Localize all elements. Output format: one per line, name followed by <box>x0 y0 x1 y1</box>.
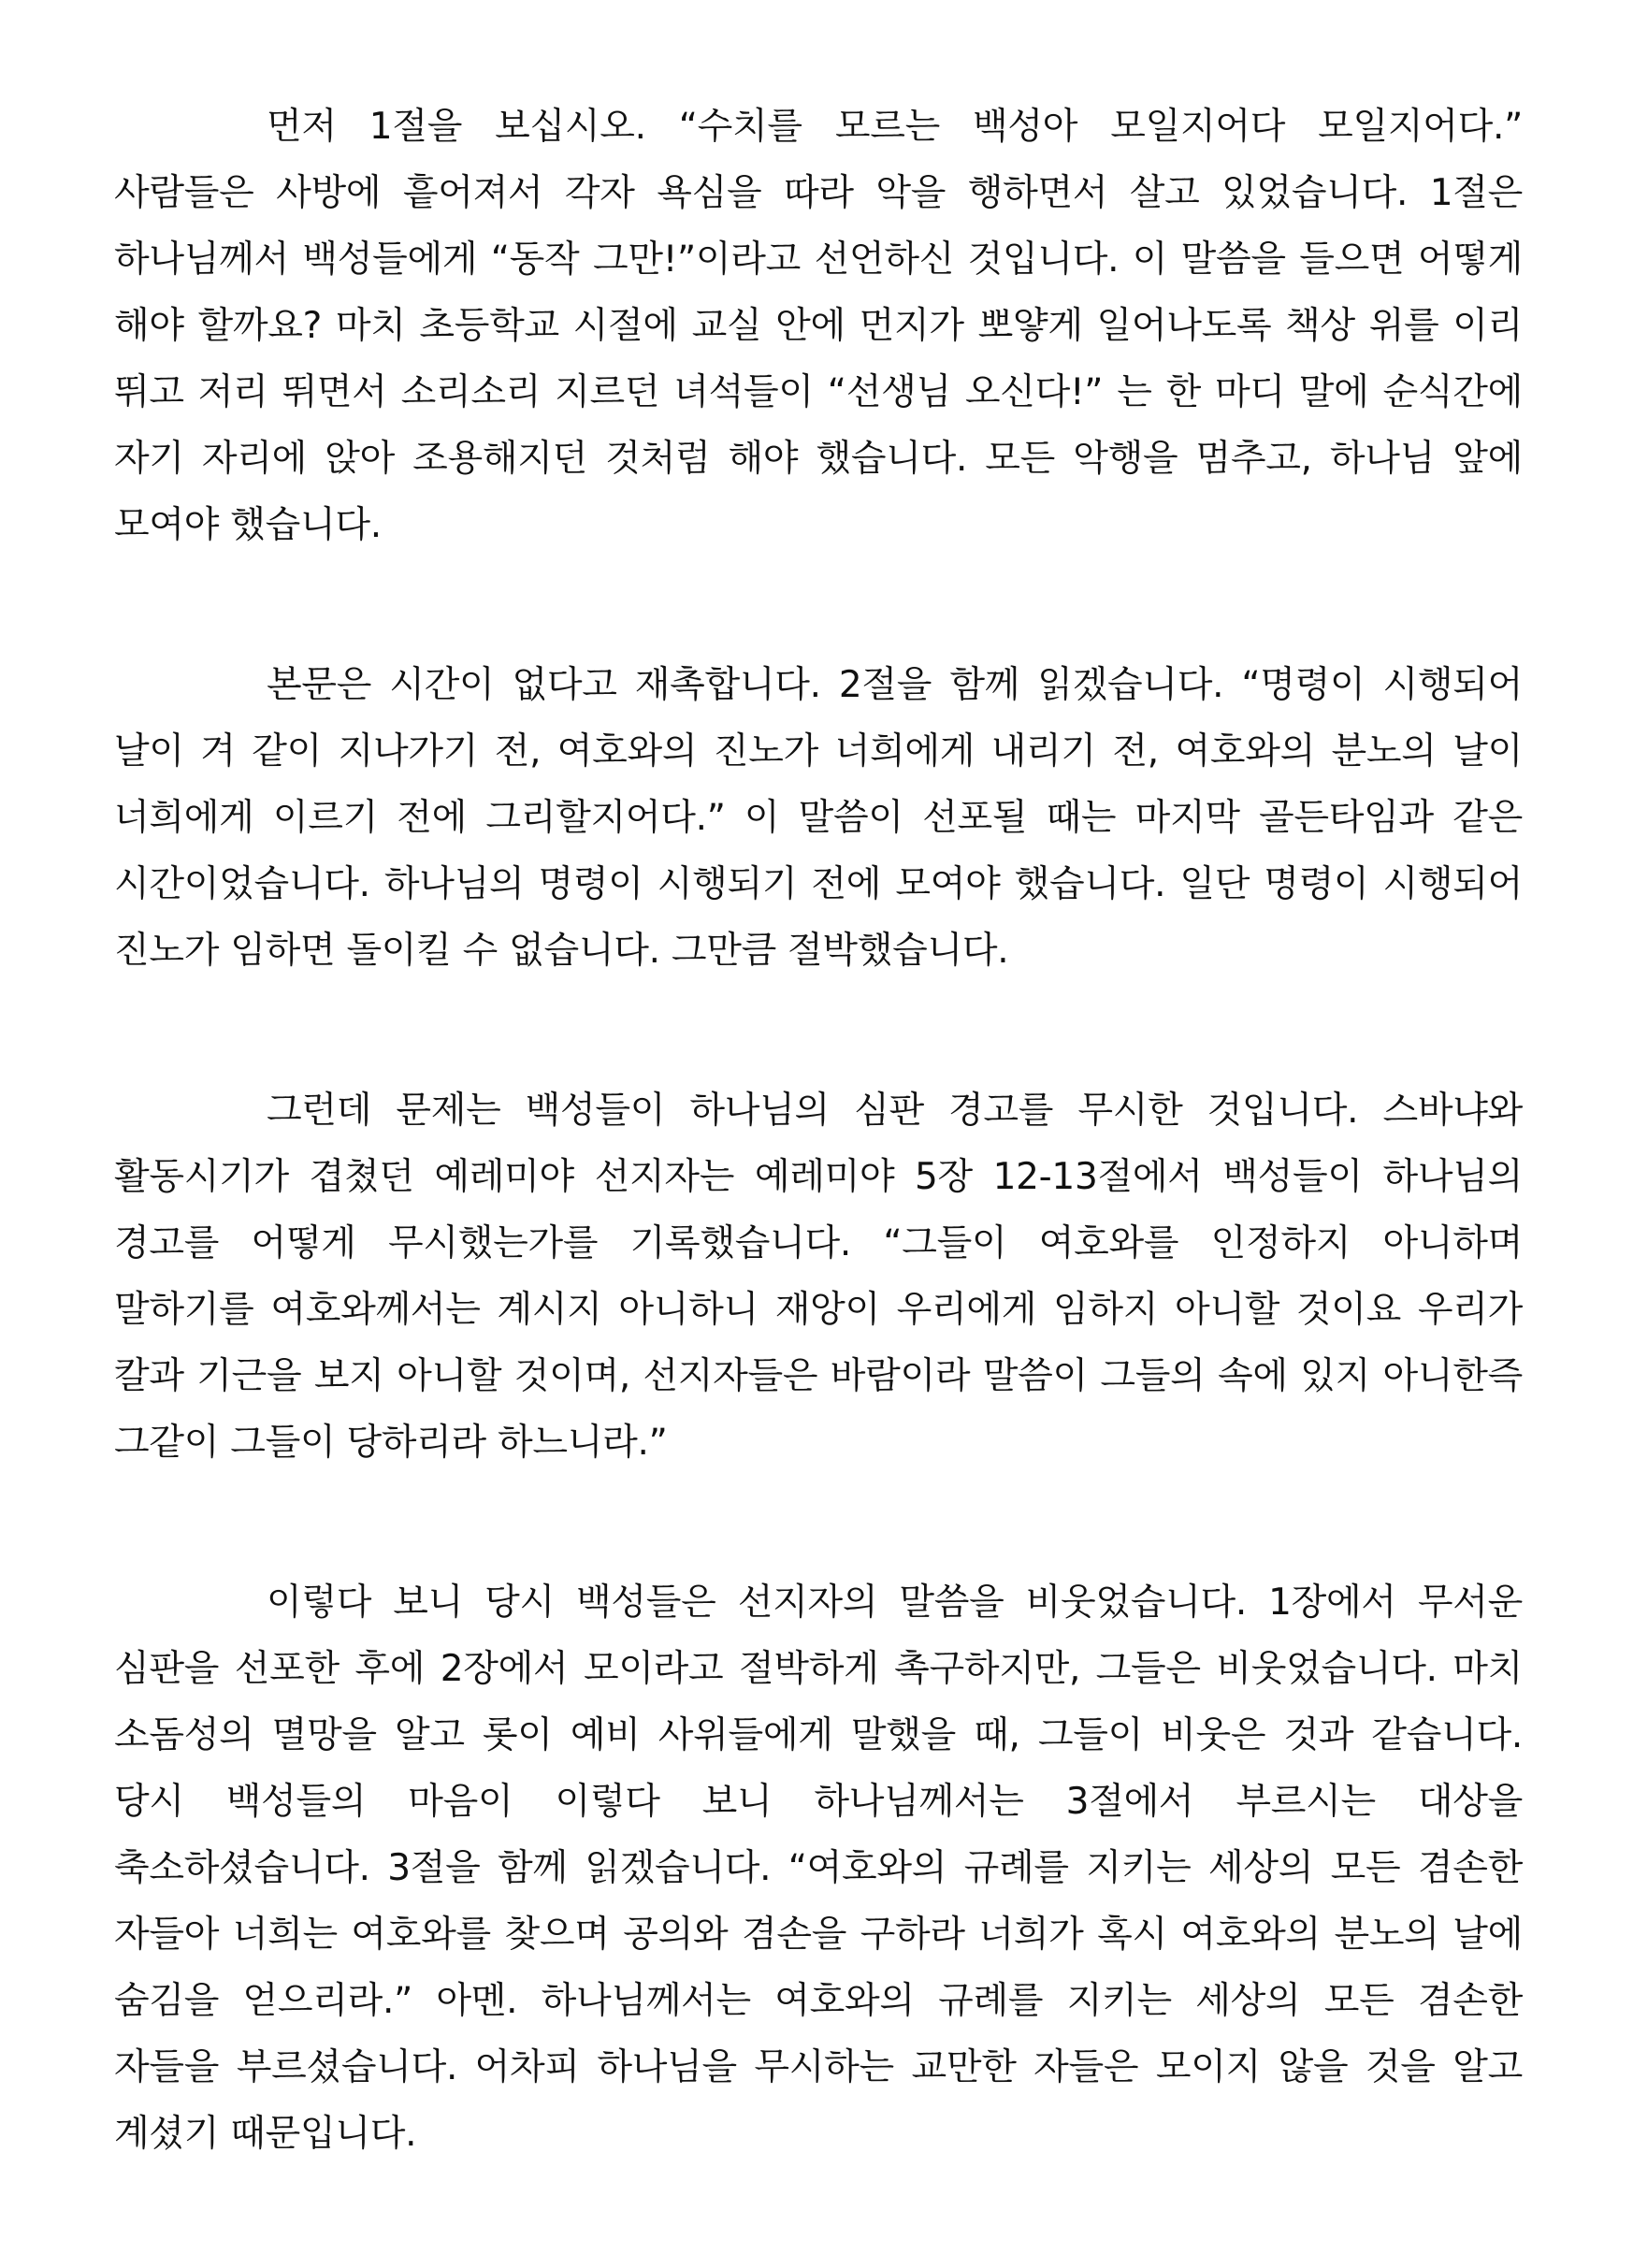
paragraph-1: 먼저 1절을 보십시오. “수치를 모르는 백성아 모일지어다 모일지어다.” 사람들은 사방에 흩어져서 각자 욕심을 따라 악을 행하면서 살고 있었습니다. 1절은 하나님께서 백성들에게 “동작 그만!”이라고 선언하신 것입니다. 이 말씀을 들으면 어떻게 해야 할까요? 마치 초등학교 시절에 교실 안에 먼지가 뽀얗게 일어나도록 책상 위를 이리 뛰고 저리 뛰면서 소리소리 지르던 녀석들이 “선생님 오신다!” 는 한 마디 말에 순식간에 자기 자리에 앉아 조용해지던 것처럼 해야 했습니다. 모든 악행을 멈추고, 하나님 앞에 모여야 했습니다. <box>114 106 1523 546</box>
paragraph-3: 그런데 문제는 백성들이 하나님의 심판 경고를 무시한 것입니다. 스바냐와 활동시기가 겹쳤던 예레미야 선지자는 예레미야 5장 12-13절에서 백성들이 하나님의 경고를 어떻게 무시했는가를 기록했습니다. “그들이 여호와를 인정하지 아니하며 말하기를 여호와께서는 계시지 아니하니 재앙이 우리에게 임하지 아니할 것이요 우리가 칼과 기근을 보지 아니할 것이며, 선지자들은 바람이라 말씀이 그들의 속에 있지 아니한즉 그같이 그들이 당하리라 하느니라.” <box>114 1090 1523 1464</box>
document-page <box>114 94 1523 2167</box>
paragraph-2: 본문은 시간이 없다고 재촉합니다. 2절을 함께 읽겠습니다. “명령이 시행되어 날이 겨 같이 지나가기 전, 여호와의 진노가 너희에게 내리기 전, 여호와의 분노의 날이 너희에게 이르기 전에 그리할지어다.” 이 말씀이 선포될 때는 마지막 골든타임과 같은 시간이었습니다. 하나님의 명령이 시행되기 전에 모여야 했습니다. 일단 명령이 시행되어 진노가 임하면 돌이킬 수 없습니다. 그만큼 절박했습니다. <box>114 664 1523 972</box>
paragraph-4: 이렇다 보니 당시 백성들은 선지자의 말씀을 비웃었습니다. 1장에서 무서운 심판을 선포한 후에 2장에서 모이라고 절박하게 촉구하지만, 그들은 비웃었습니다. 마치 소돔성의 멸망을 알고 롯이 예비 사위들에게 말했을 때, 그들이 비웃은 것과 같습니다. 당시 백성들의 마음이 이렇다 보니 하나님께서는 3절에서 부르시는 대상을 축소하셨습니다. 3절을 함께 읽겠습니다. “여호와의 규례를 지키는 세상의 모든 겸손한 자들아 너희는 여호와를 찾으며 공의와 겸손을 구하라 너희가 혹시 여호와의 분노의 날에 숨김을 얻으리라.” 아멘. 하나님께서는 여호와의 규례를 지키는 세상의 모든 겸손한 자들을 부르셨습니다. 어차피 하나님을 무시하는 교만한 자들은 모이지 않을 것을 알고 계셨기 때문입니다. <box>114 1582 1523 2155</box>
